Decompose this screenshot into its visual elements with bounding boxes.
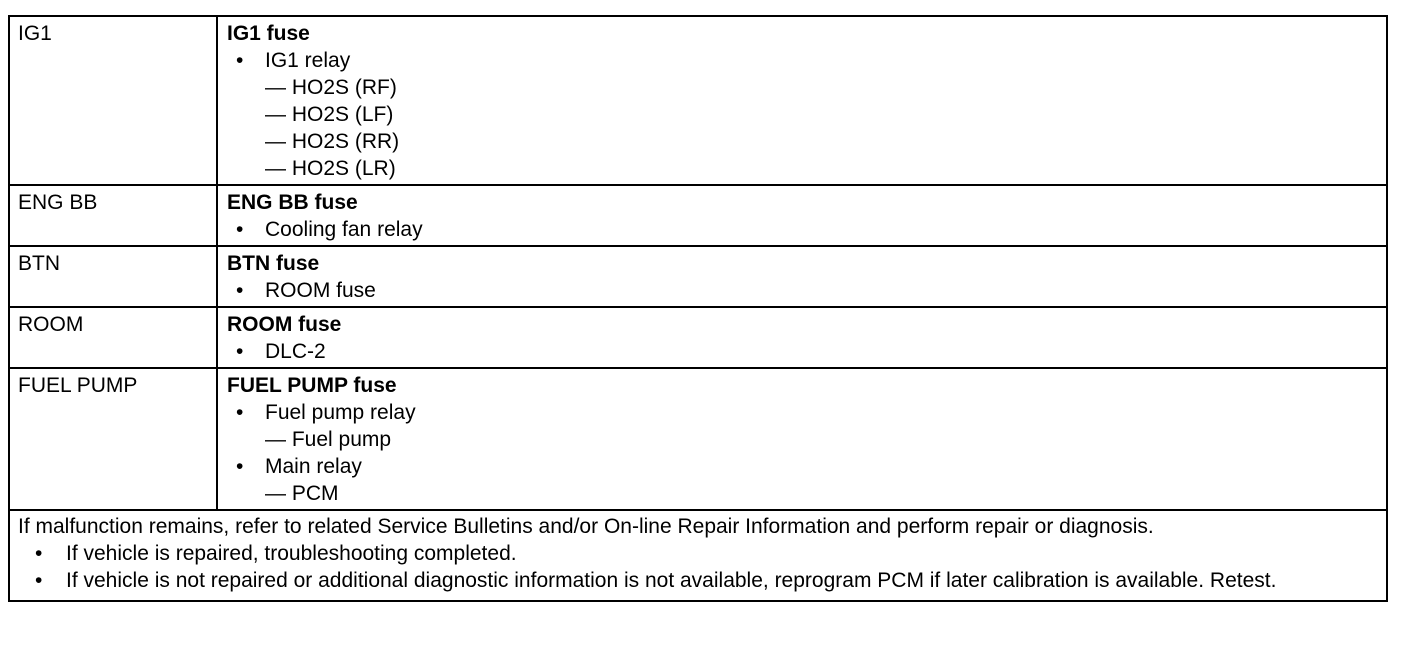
bullet-icon: • — [236, 49, 244, 72]
table-row — [10, 247, 1386, 308]
item-label: Cooling fan relay — [265, 218, 423, 241]
note-item — [18, 567, 1276, 594]
sub-item: — HO2S (LF) — [265, 103, 394, 126]
fuse-name: FUEL PUMP — [18, 374, 138, 397]
fuse-name-cell — [10, 369, 218, 509]
sub-item: — HO2S (RR) — [265, 130, 400, 153]
sub-item: — HO2S (LR) — [265, 157, 396, 180]
fuse-detail-cell — [218, 17, 1386, 184]
fuse-title: ENG BB fuse — [227, 191, 358, 214]
sub-item: — PCM — [265, 482, 339, 505]
bullet-icon: • — [236, 340, 244, 363]
bullet-icon: • — [236, 401, 244, 424]
fuse-title: IG1 fuse — [227, 22, 310, 45]
list-item — [227, 216, 1386, 243]
table-row — [10, 17, 1386, 186]
fuse-name: IG1 — [18, 22, 52, 45]
table-row — [10, 186, 1386, 247]
bullet-icon: • — [236, 279, 244, 302]
fuse-name-cell — [10, 17, 218, 184]
note-cell — [10, 511, 1276, 600]
list-item — [227, 338, 1386, 365]
fuse-detail-cell — [218, 369, 1386, 509]
fuse-detail-cell — [218, 308, 1386, 367]
fuse-detail-cell — [218, 247, 1386, 306]
item-label: DLC-2 — [265, 340, 326, 363]
fuse-title: FUEL PUMP fuse — [227, 374, 397, 397]
sub-item: — Fuel pump — [265, 428, 392, 451]
fuse-name: ROOM — [18, 313, 84, 336]
item-label: IG1 relay — [265, 49, 351, 72]
list-item — [227, 453, 1386, 480]
fuse-name-cell — [10, 247, 218, 306]
item-label: ROOM fuse — [265, 279, 376, 302]
fuse-name: ENG BB — [18, 191, 98, 214]
fuse-name: BTN — [18, 252, 60, 275]
note-item-text: If vehicle is repaired, troubleshooting completed. — [66, 542, 517, 565]
bullet-icon: • — [35, 542, 43, 565]
fuse-title: ROOM fuse — [227, 313, 342, 336]
list-item — [227, 399, 1386, 426]
table-row — [10, 308, 1386, 369]
sub-item: — HO2S (RF) — [265, 76, 397, 99]
item-label: Main relay — [265, 455, 362, 478]
bullet-icon: • — [35, 569, 43, 592]
fuse-name-cell — [10, 186, 218, 245]
bullet-icon: • — [236, 218, 244, 241]
list-item — [227, 47, 1386, 74]
item-label: Fuel pump relay — [265, 401, 416, 424]
note-item — [18, 540, 1276, 567]
fuse-table — [8, 15, 1388, 602]
note-intro: If malfunction remains, refer to related Service Bulletins and/or On-line Repair Information and perform repair or diagnosis. — [18, 515, 1154, 538]
table-row — [10, 369, 1386, 511]
fuse-title: BTN fuse — [227, 252, 320, 275]
fuse-detail-cell — [218, 186, 1386, 245]
list-item — [227, 277, 1386, 304]
fuse-name-cell — [10, 308, 218, 367]
bullet-icon: • — [236, 455, 244, 478]
note-item-text: If vehicle is not repaired or additional diagnostic information is not available, reprogram PCM if later calibration is available. Retest. — [66, 569, 1277, 592]
note-row — [10, 511, 1386, 600]
